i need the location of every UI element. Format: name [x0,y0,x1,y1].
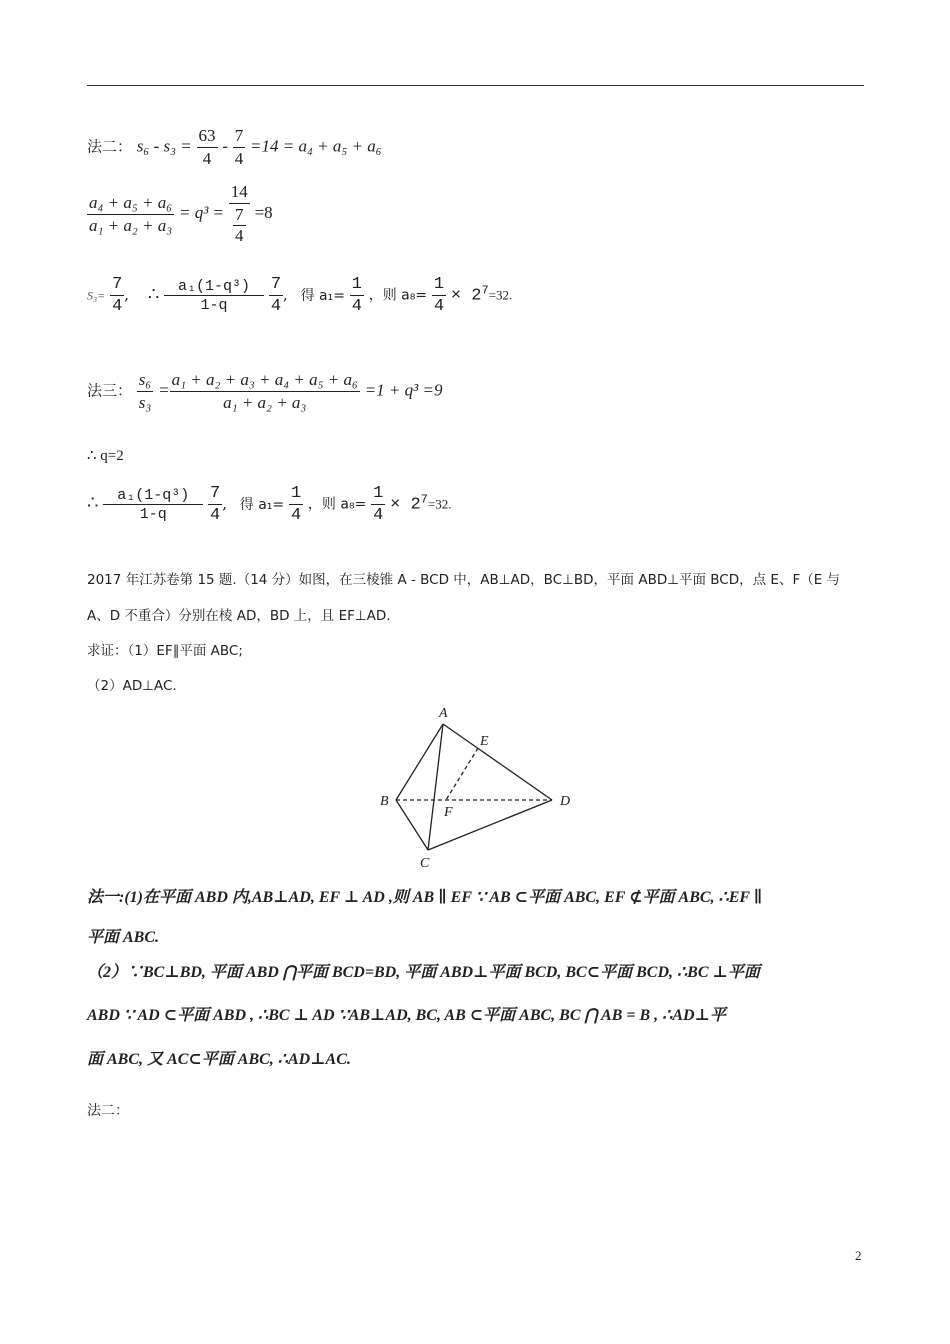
edge-ac [428,724,443,850]
problem-line-1: 2017 年江苏卷第 15 题.（14 分）如图，在三棱锥 A - BCD 中，AB⊥AD，BC⊥BD，平面 ABD⊥平面 BCD，点 E、F（E 与 [87,572,841,588]
label-b: B [380,794,389,809]
q-equals-2: ∴ q=2 [87,448,124,464]
problem-line-2: A、D 不重合）分别在棱 AD，BD 上，且 EF⊥AD. [87,608,391,624]
problem-q1: 求证：（1）EF∥平面 ABC; [87,643,243,659]
edge-ad [443,724,552,800]
solution-line-3: （2）∵BC⊥BD, 平面 ABD ⋂平面 BCD=BD, 平面 ABD⊥平面 BCD, BC⊂平面 BCD, ∴BC ⊥平面 [87,964,760,981]
frac-7-4: $\frac{7}{4}$ [234,126,244,168]
solution-line-5: 面 ABC, 又 AC⊂平面 ABC, ∴AD⊥AC. [87,1051,351,1068]
fa3-big-fraction: $\frac{\text{a₁ + a₂ + a₃ + a₄ + a₅ + a₆}}{\text{a₁ + a₂ + a₃}}$ [171,370,358,412]
fa2-label: 法二： [87,137,133,156]
label-d: D [560,794,571,809]
eq1-rhs: =14 = a₄ + a₅ + a₆ [250,136,382,156]
fa3-sum-line: ∴ $\frac{\text{a₁(1-q³)}}{1-q}$ $\frac{7}{4}$ , 得 a₁= $\frac{1}{4}$ ，则 a₈= $\frac{1}{4}$ × $2^7=32$. [87,484,452,525]
eq1-lhs: s₆ - s₃ = [136,136,192,156]
segment-ef [446,748,478,800]
fa2-ratio: $\frac{\text{a₄ + a₅ + a₆}}{\text{a₁ + a₂ + a₃}}$ = q³ = 14 7 4 =8 [89,182,273,245]
label-e: E [480,734,489,749]
sum-formula: $\frac{\text{a₁(1-q³)}}{1-q}$ [164,278,264,314]
page-number: 2 [855,1248,862,1263]
label-f: F [444,805,453,820]
complex-fraction: 14 7 4 [230,182,248,245]
problem-q2: （2）AD⊥AC. [87,678,177,694]
frac-63-4: $\frac{63}{4}$ [198,126,216,168]
fa2-sum-line: S₃= $\frac{7}{4}$ , ∴ $\frac{\text{a₁(1-q³)}}{1-q}$ $\frac{7}{4}$ , 得 a₁= $\frac{1}{4}$ ，则 a₈= $\frac{1}{4}$ × $2^7=32$. [87,275,513,316]
solution-line-4: ABD ∵ AD ⊂平面 ABD , ∴BC ⊥ AD ∵AB⊥AD, BC, AB ⊂平面 ABC, BC ⋂ AB = B , ∴AD⊥平 [87,1007,726,1024]
fa3-eq: 法三： $\frac{\text{s₆}}{\text{s₃}}$ = $\frac{\text{a₁ + a₂ + a₃ + a₄ + a₅ + a₆}}{\text{a₁ + a₂ + a₃}}$ =1 + q³ =9 [87,370,443,412]
tetrahedron-figure [370,700,590,875]
header-rule [87,85,864,86]
label-c: C [420,856,430,871]
solution-fa2-label: 法二： [87,1103,129,1119]
solution-line-2: 平面 ABC. [87,929,160,946]
solution-line-1: 法一:(1)在平面 ABD 内,AB⊥AD, EF ⊥ AD ,则 AB ∥ EF ∵ AB ⊂平面 ABC, EF ⊄平面 ABC, ∴EF ∥ [87,889,763,906]
fa2-eq1: 法二： s₆ - s₃ = $\frac{63}{4}$ - $\frac{7}{4}$ =14 = a₄ + a₅ + a₆ [87,126,382,168]
edge-bc [396,800,428,850]
label-a: A [439,706,448,721]
